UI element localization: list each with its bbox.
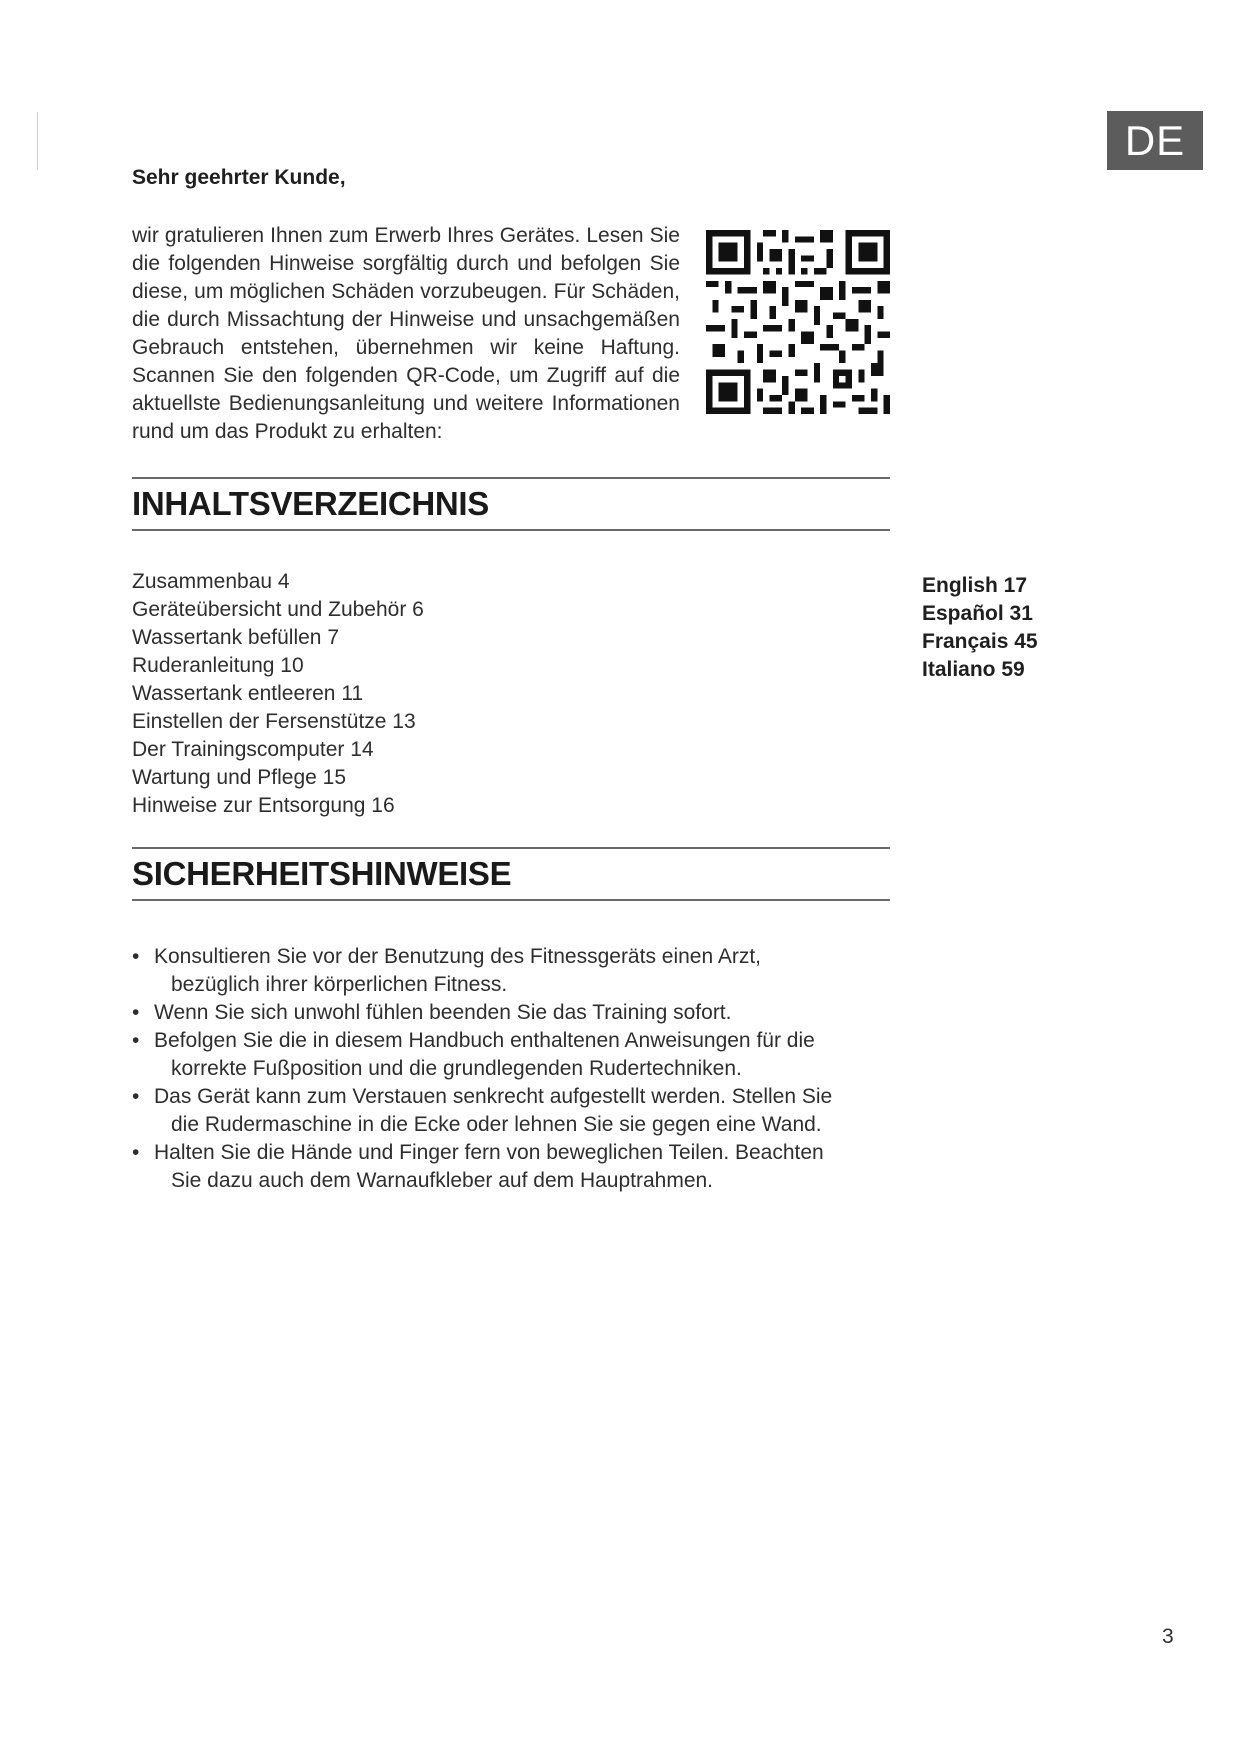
safety-item-text: Wenn Sie sich unwohl fühlen beenden Sie das Training sofort.	[154, 1001, 732, 1024]
toc-item[interactable]: Der Trainingscomputer 14	[132, 738, 374, 761]
safety-item	[132, 943, 862, 999]
safety-rule-bottom	[132, 899, 890, 901]
margin-rule	[37, 112, 38, 170]
bullet-icon: •	[132, 1001, 140, 1024]
safety-item-continuation: bezüglich ihrer körperlichen Fitness.	[171, 973, 508, 996]
toc-title: INHALTSVERZEICHNIS	[132, 485, 490, 522]
bullet-icon: •	[132, 1029, 140, 1052]
safety-item-continuation: die Rudermaschine in die Ecke oder lehnen Sie sie gegen eine Wand.	[171, 1113, 822, 1136]
safety-item-text: Konsultieren Sie vor der Benutzung des Fitnessgeräts einen Arzt,	[154, 945, 762, 968]
greeting: Sehr geehrter Kunde,	[132, 166, 346, 189]
page-number: 3	[1162, 1625, 1174, 1648]
language-item-english[interactable]: English 17	[922, 574, 1028, 597]
safety-item-text: Halten Sie die Hände und Finger fern von beweglichen Teilen. Beachten	[154, 1141, 824, 1164]
toc-item[interactable]: Geräteübersicht und Zubehör 6	[132, 598, 424, 621]
toc-list	[132, 568, 424, 820]
safety-item	[132, 1027, 862, 1083]
safety-item-continuation: Sie dazu auch dem Warnaufkleber auf dem Hauptrahmen.	[171, 1169, 714, 1192]
qr-code-icon[interactable]	[706, 230, 890, 414]
language-item-french[interactable]: Français 45	[922, 630, 1038, 653]
toc-item[interactable]: Einstellen der Fersenstütze 13	[132, 710, 416, 733]
safety-rule-top	[132, 847, 890, 849]
bullet-icon: •	[132, 1141, 140, 1164]
safety-list	[132, 943, 862, 1195]
safety-item-text: Das Gerät kann zum Verstauen senkrecht aufgestellt werden. Stellen Sie	[154, 1085, 833, 1108]
intro-paragraph: wir gratulieren Ihnen zum Erwerb Ihres Gerätes. Lesen Sie die folgenden Hinweise sorgfältig durch und befolgen Sie diese, um möglichen Schäden vorzubeugen. Für Schäden, die durch Missachtung der Hinweise und unsachgemäßen Gebrauch entstehen, übernehmen wir keine Haftung. Scannen Sie den folgenden QR-Code, um Zugriff auf die aktuellste Bedienungsanleitung und weitere Informationen rund um das Produkt zu erhalten:	[132, 224, 680, 443]
safety-item-text: Befolgen Sie die in diesem Handbuch enthaltenen Anweisungen für die	[154, 1029, 815, 1052]
language-list	[922, 572, 1038, 684]
language-tab: DE	[1107, 111, 1203, 170]
toc-rule-top	[132, 477, 890, 479]
language-item-spanish[interactable]: Español 31	[922, 602, 1033, 625]
toc-item[interactable]: Hinweise zur Entsorgung 16	[132, 794, 395, 817]
safety-item	[132, 1083, 862, 1139]
language-item-italian[interactable]: Italiano 59	[922, 658, 1025, 681]
safety-item	[132, 999, 862, 1027]
toc-item[interactable]: Wassertank entleeren 11	[132, 682, 364, 705]
toc-item[interactable]: Zusammenbau 4	[132, 570, 290, 593]
toc-item[interactable]: Ruderanleitung 10	[132, 654, 304, 677]
safety-title: SICHERHEITSHINWEISE	[132, 855, 512, 892]
toc-item[interactable]: Wassertank befüllen 7	[132, 626, 339, 649]
bullet-icon: •	[132, 1085, 140, 1108]
safety-item-continuation: korrekte Fußposition und die grundlegenden Rudertechniken.	[171, 1057, 742, 1080]
bullet-icon: •	[132, 945, 140, 968]
safety-item	[132, 1139, 862, 1195]
toc-item[interactable]: Wartung und Pflege 15	[132, 766, 347, 789]
toc-rule-bottom	[132, 529, 890, 531]
